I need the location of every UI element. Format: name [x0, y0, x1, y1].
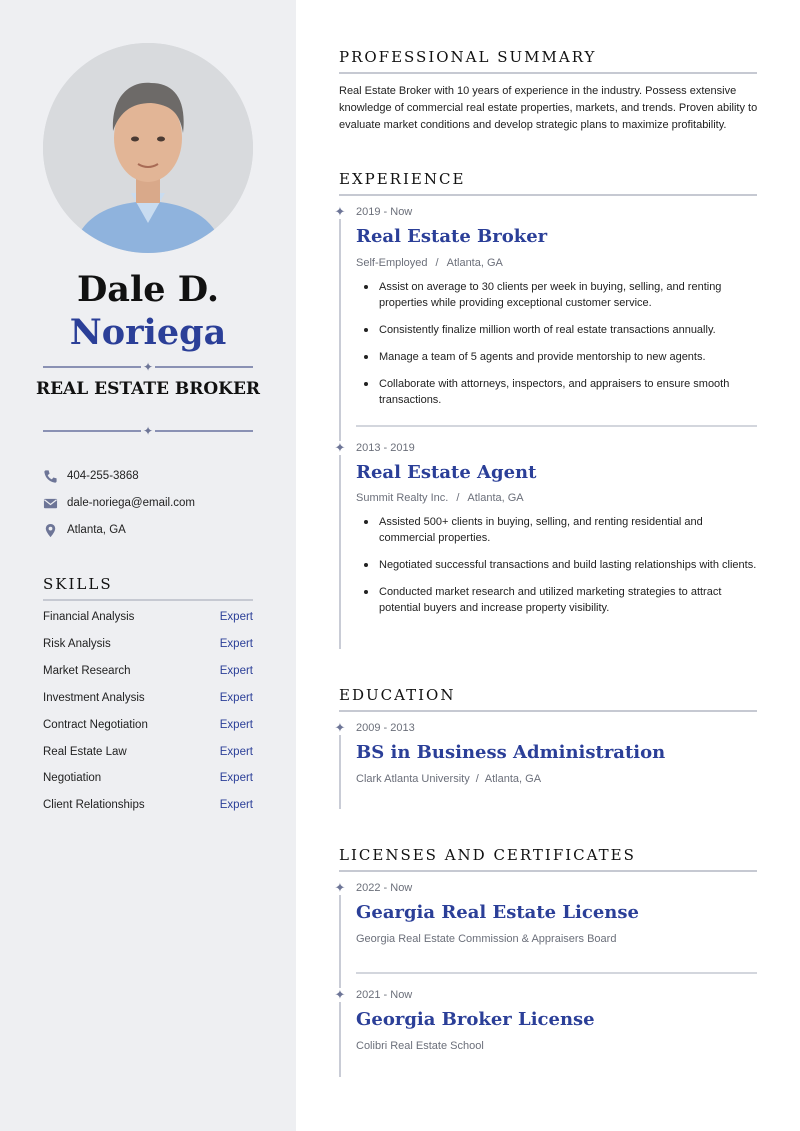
job-location: Atlanta, GA	[467, 492, 524, 504]
education-heading: EDUCATION	[339, 686, 456, 704]
job-bullets	[362, 279, 757, 419]
job-company: Self-Employed	[356, 257, 428, 269]
skill-name: Risk Analysis	[43, 638, 111, 650]
experience-rule	[339, 194, 757, 196]
sparkle-icon: ✦	[142, 424, 154, 438]
skill-level: Expert	[219, 665, 253, 677]
skill-level: Expert	[219, 719, 253, 731]
education-date: 2009 - 2013	[356, 722, 415, 734]
phone-number: 404-255-3868	[67, 470, 139, 482]
role-title: REAL ESTATE BROKER	[35, 379, 261, 399]
skill-level: Expert	[219, 638, 253, 650]
school-location: Atlanta, GA	[484, 773, 542, 785]
job-location: Atlanta, GA	[446, 257, 503, 269]
skill-row	[43, 746, 253, 762]
experience-timeline	[339, 205, 341, 649]
job-title: Real Estate Agent	[356, 462, 537, 483]
job-bullet: Assisted 500+ clients in buying, selling, and renting residential and commercial properties.	[362, 514, 757, 546]
job-company-line	[356, 492, 524, 504]
location-pin-icon	[43, 523, 58, 538]
skill-row	[43, 772, 253, 788]
job-bullet: Conducted market research and utilized marketing strategies to attract potential buyers and increase property visibility.	[362, 584, 757, 616]
item-divider	[356, 972, 757, 974]
education-rule	[339, 710, 757, 712]
profile-photo	[43, 43, 253, 253]
job-bullet: Collaborate with attorneys, inspectors, and appraisers to ensure smooth transactions.	[362, 376, 757, 408]
skill-level: Expert	[219, 772, 253, 784]
license-title: Georgia Broker License	[356, 1009, 595, 1030]
timeline-star-icon: ✦	[332, 881, 348, 895]
timeline-star-icon: ✦	[332, 441, 348, 455]
skill-name: Client Relationships	[43, 799, 145, 811]
job-date: 2013 - 2019	[356, 442, 415, 454]
license-date: 2021 - Now	[356, 989, 413, 1001]
skill-name: Negotiation	[43, 772, 102, 784]
degree-title: BS in Business Administration	[356, 742, 666, 763]
job-bullets	[362, 514, 757, 627]
last-name: Noriega	[69, 312, 227, 353]
license-title: Geargia Real Estate License	[356, 902, 639, 923]
skill-row	[43, 692, 253, 708]
skill-row	[43, 665, 253, 681]
job-bullet: Consistently finalize million worth of real estate transactions annually.	[362, 322, 757, 338]
experience-heading: EXPERIENCE	[339, 170, 466, 188]
avatar-illustration	[43, 43, 253, 253]
job-title: Real Estate Broker	[356, 226, 548, 247]
skill-name: Real Estate Law	[43, 746, 127, 758]
email-address: dale-noriega@email.com	[67, 497, 196, 509]
license-issuer: Georgia Real Estate Commission & Appraisers Board	[356, 933, 617, 945]
summary-text: Real Estate Broker with 10 years of experience in the industry. Possess extensive knowledge of commercial real estate properties, markets, and trends. Proven ability to evaluate market conditions and develop strategic plans to maximize profitability.	[339, 85, 758, 131]
skill-row	[43, 799, 253, 815]
summary-heading: PROFESSIONAL SUMMARY	[339, 48, 597, 66]
timeline-star-icon: ✦	[332, 205, 348, 219]
skill-name: Financial Analysis	[43, 611, 135, 623]
skills-rule	[43, 599, 253, 601]
separator: /	[435, 257, 439, 269]
sidebar	[0, 0, 296, 1131]
job-company: Summit Realty Inc.	[356, 492, 449, 504]
skill-level: Expert	[219, 799, 253, 811]
skill-row	[43, 719, 253, 735]
timeline-star-icon: ✦	[332, 988, 348, 1002]
skill-level: Expert	[219, 611, 253, 623]
item-divider	[356, 425, 757, 427]
job-bullet: Assist on average to 30 clients per week in buying, selling, and renting properties while providing exceptional customer service.	[362, 279, 757, 311]
separator: /	[475, 773, 479, 785]
job-company-line	[356, 257, 503, 269]
contact-phone	[43, 468, 139, 484]
job-bullet: Negotiated successful transactions and build lasting relationships with clients.	[362, 557, 757, 573]
skill-name: Investment Analysis	[43, 692, 145, 704]
skills-heading: SKILLS	[43, 575, 113, 593]
sparkle-icon: ✦	[142, 360, 154, 374]
skill-name: Contract Negotiation	[43, 719, 148, 731]
contact-location	[43, 522, 126, 538]
location-text: Atlanta, GA	[67, 524, 126, 536]
school-name: Clark Atlanta University	[356, 773, 470, 785]
role-divider	[43, 425, 253, 437]
license-date: 2022 - Now	[356, 882, 413, 894]
school-line	[356, 773, 541, 785]
license-issuer: Colibri Real Estate School	[356, 1040, 484, 1052]
contact-email	[43, 495, 195, 511]
licenses-heading: LICENSES AND CERTIFICATES	[339, 846, 636, 864]
skill-name: Market Research	[43, 665, 131, 677]
timeline-star-icon: ✦	[332, 721, 348, 735]
mail-icon	[43, 496, 58, 511]
licenses-timeline	[339, 881, 341, 1077]
job-bullet: Manage a team of 5 agents and provide mentorship to new agents.	[362, 349, 757, 365]
name-divider	[43, 361, 253, 373]
skill-level: Expert	[219, 692, 253, 704]
skill-row	[43, 611, 253, 627]
phone-icon	[43, 469, 58, 484]
skill-row	[43, 638, 253, 654]
job-date: 2019 - Now	[356, 206, 413, 218]
summary-rule	[339, 72, 757, 74]
first-name: Dale D.	[76, 269, 220, 310]
licenses-rule	[339, 870, 757, 872]
skill-level: Expert	[219, 746, 253, 758]
separator: /	[456, 492, 460, 504]
